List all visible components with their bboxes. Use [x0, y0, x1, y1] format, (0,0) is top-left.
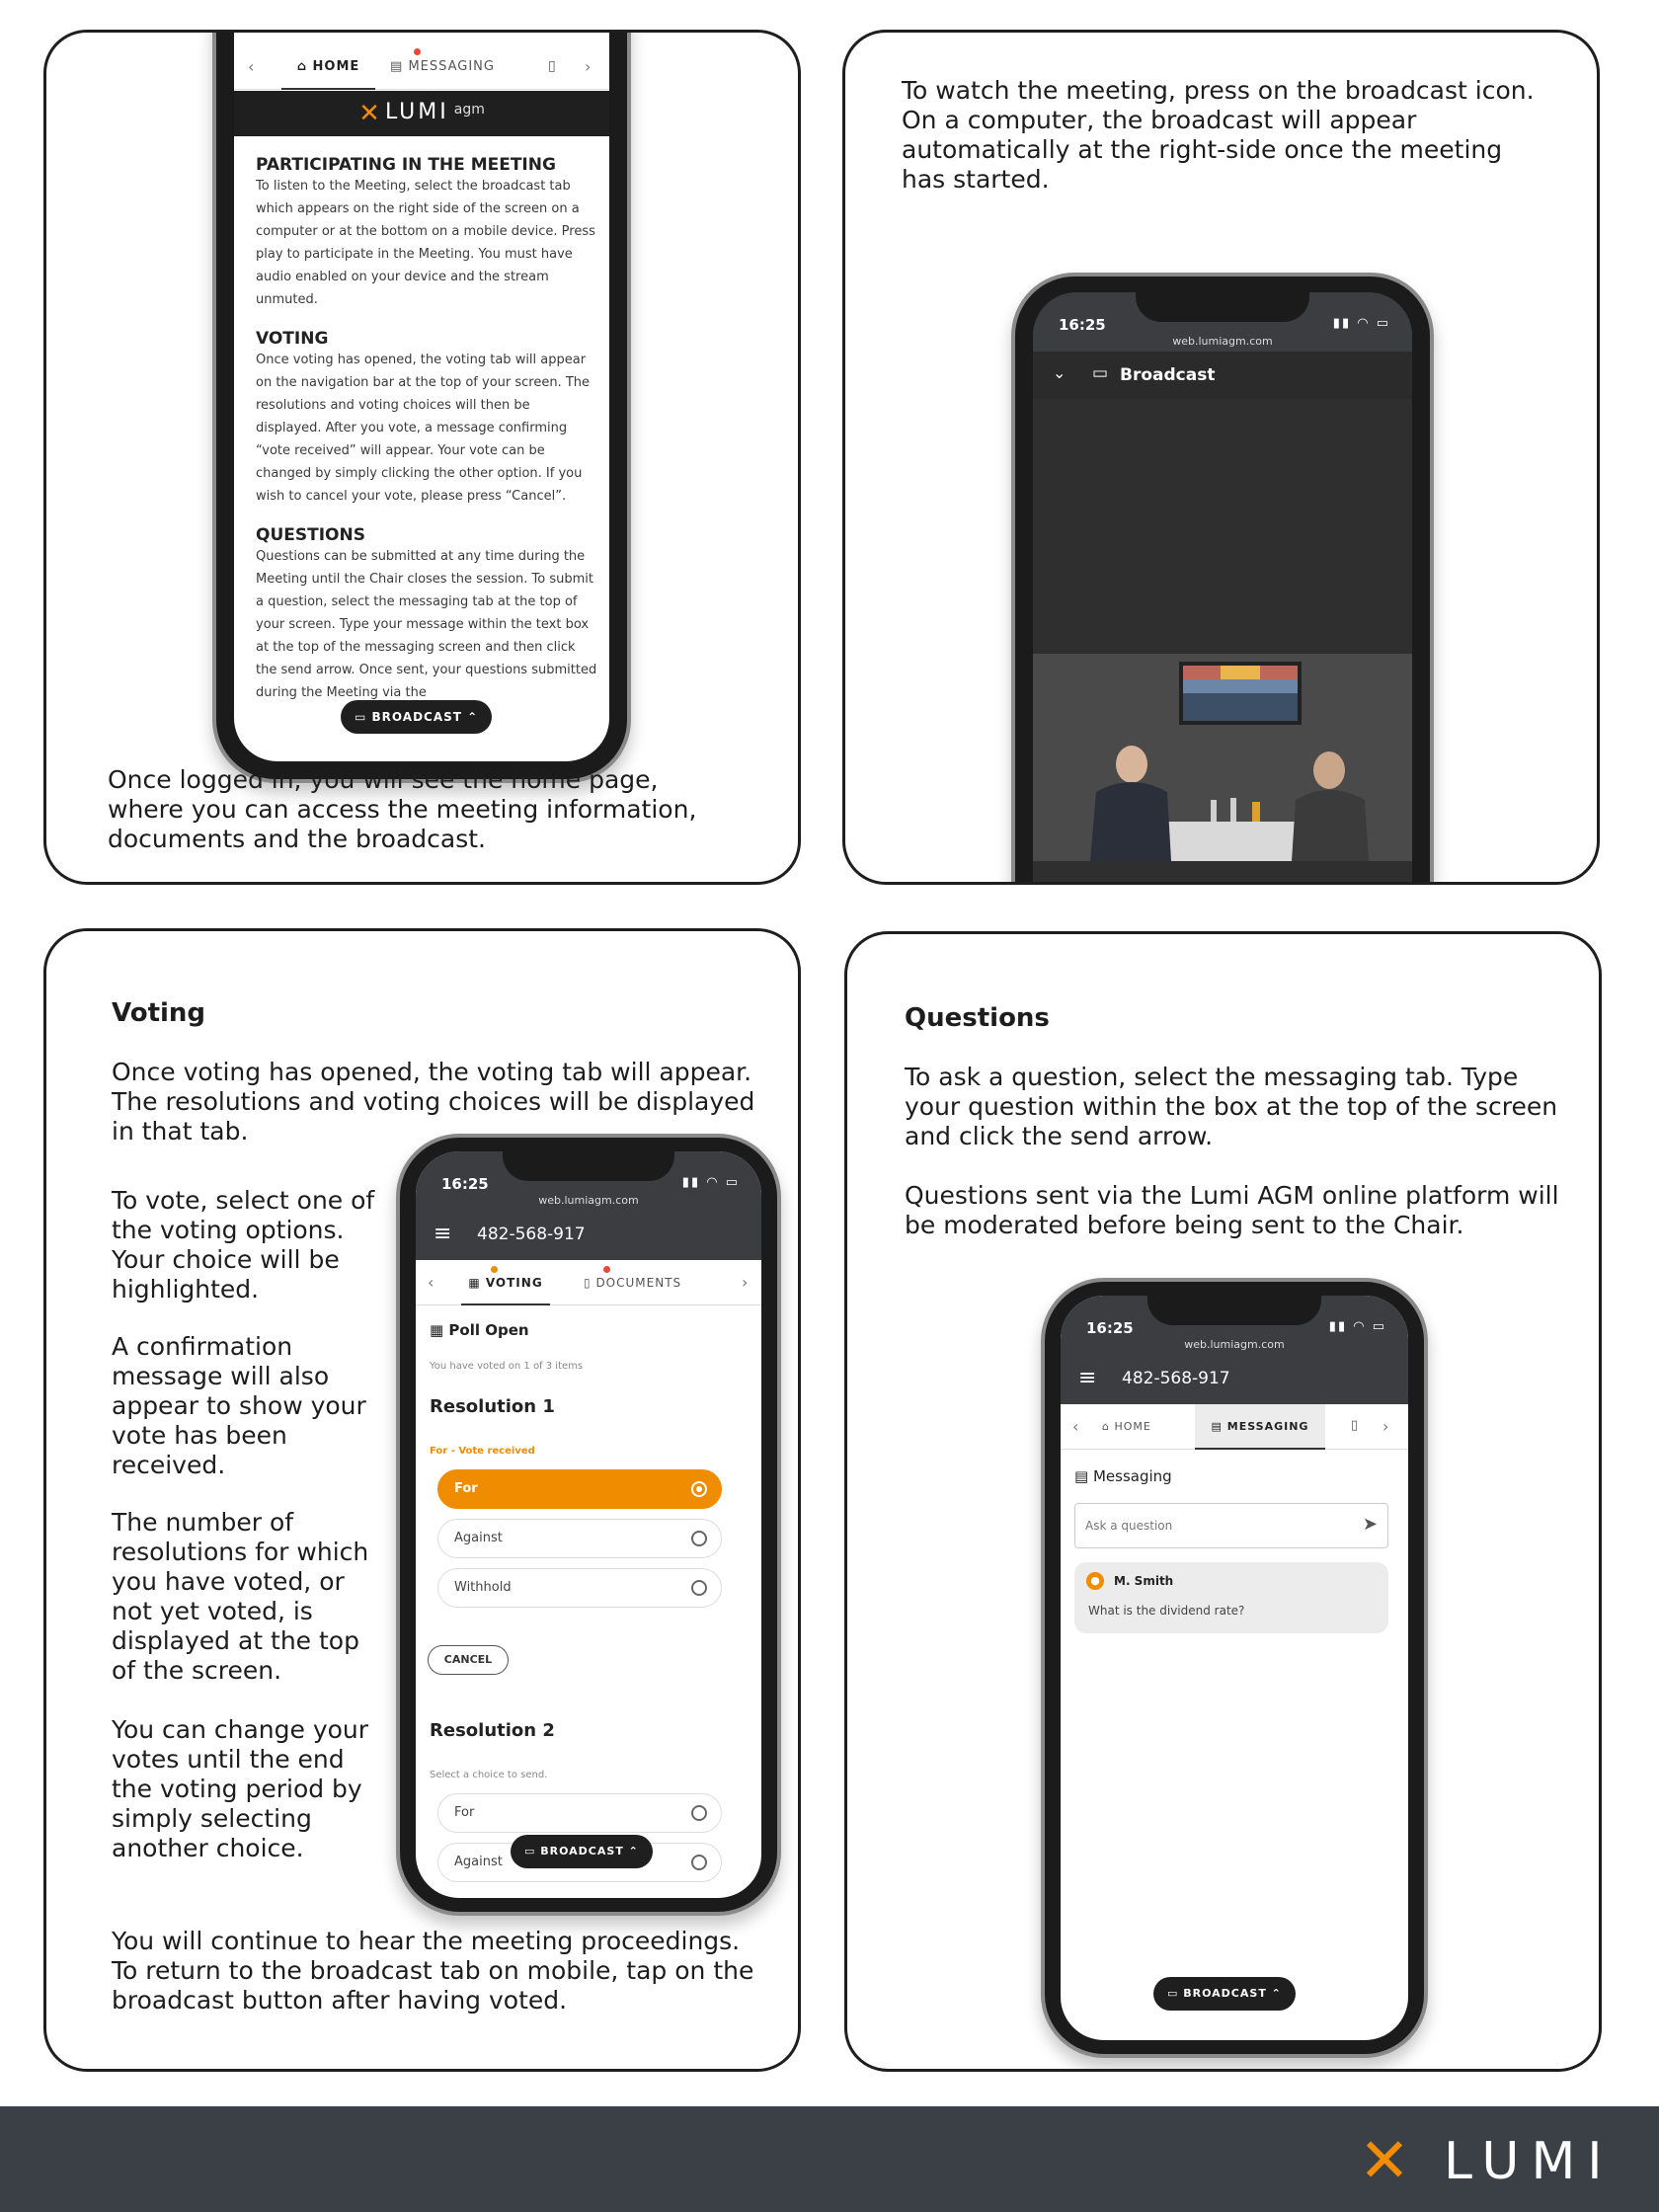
app-bar — [1061, 1355, 1408, 1404]
voting-para-4: You can change your votes until the end the voting period by simply selecting another choice. — [112, 1715, 369, 1862]
poll-title: Poll Open — [448, 1321, 529, 1339]
tab-documents-label: DOCUMENTS — [595, 1276, 682, 1290]
resolution-2-prompt: Select a choice to send. — [430, 1770, 548, 1780]
chevron-right-icon[interactable]: › — [742, 1273, 749, 1292]
message-card — [1074, 1562, 1388, 1633]
lumi-header — [234, 91, 609, 136]
url-bar: web.lumiagm.com — [1172, 335, 1273, 348]
voting-panel — [43, 928, 801, 2072]
footer-logo-text: LUMI — [1444, 2132, 1615, 2191]
messaging-title: Messaging — [1092, 1467, 1172, 1485]
radio-icon — [691, 1531, 707, 1546]
phone-notch — [1136, 292, 1309, 322]
notification-dot — [414, 48, 421, 55]
section-heading: QUESTIONS — [256, 525, 365, 545]
broadcast-panel — [842, 30, 1600, 885]
poll-header — [430, 1321, 529, 1339]
panel-caption: To watch the meeting, press on the broadcast icon. On a computer, the broadcast will appear automatically at the right-side once the meeting has started. — [902, 76, 1535, 194]
status-time: 16:25 — [441, 1175, 489, 1193]
voted-count: You have voted on 1 of 3 items — [430, 1361, 584, 1372]
phone-home — [212, 30, 631, 783]
poll-icon: ▦ — [468, 1276, 481, 1290]
meeting-id: 482-568-917 — [1122, 1369, 1230, 1388]
section-text: Once voting has opened, the voting tab will appear on the navigation bar at the top of your screen. The resolutions and voting choices will then be displayed. After you vote, a message confirming “vote received” will appear. Your vote can be changed by simply clicking the other option. If you wish to cancel your vote, please press “Cancel”. — [256, 353, 591, 504]
message-author: M. Smith — [1114, 1574, 1174, 1588]
panel-heading: Voting — [112, 998, 206, 1028]
section-text: To listen to the Meeting, select the broadcast tab which appears on the right side of the screen on a computer or at the bottom on a mobile device. Press play to participate in the Meeting. You must have audio enabled on your device and the stream unmuted. — [256, 179, 595, 307]
broadcast-label: BROADCAST — [540, 1845, 624, 1857]
voting-bottom-note: You will continue to hear the meeting proceedings. To return to the broadcast tab on mobile, tap on the broadcast button after having voted. — [112, 1927, 754, 2014]
voting-para-2: A confirmation message will also appear to show your vote has been received. — [112, 1332, 366, 1479]
nav-tabs — [416, 1260, 761, 1305]
lumi-x-icon: ✕ — [1359, 2124, 1410, 2196]
lumi-logo-text: LUMI — [384, 100, 449, 124]
status-time: 16:25 — [1086, 1319, 1134, 1337]
messaging-header — [1074, 1467, 1172, 1485]
broadcast-title: Broadcast — [1120, 365, 1216, 385]
chevron-left-icon[interactable]: ‹ — [1072, 1417, 1079, 1436]
panel-heading: Questions — [905, 1003, 1050, 1033]
chevron-left-icon[interactable]: ‹ — [428, 1273, 434, 1292]
tab-home-label: HOME — [312, 59, 360, 74]
home-content — [256, 137, 597, 704]
tab-messaging[interactable] — [390, 44, 495, 90]
radio-icon — [691, 1805, 707, 1821]
menu-icon[interactable]: ≡ — [1078, 1366, 1097, 1390]
option-label: Withhold — [454, 1580, 512, 1595]
status-icons: ▮▮ ◠ ▭ — [1332, 316, 1390, 331]
tab-voting-label: VOTING — [485, 1276, 543, 1290]
cast-icon: ▭ — [524, 1845, 536, 1857]
tab-messaging-label: MESSAGING — [408, 59, 495, 74]
cancel-button[interactable]: CANCEL — [428, 1645, 509, 1675]
chevron-right-icon[interactable]: › — [585, 57, 592, 76]
option-against[interactable] — [437, 1519, 722, 1558]
phone-screen — [416, 1151, 761, 1898]
radio-icon — [691, 1580, 707, 1596]
vote-received-status: For - Vote received — [430, 1446, 535, 1457]
broadcast-video[interactable] — [1033, 654, 1412, 861]
tab-messaging[interactable] — [1195, 1404, 1325, 1450]
option-for[interactable] — [437, 1469, 722, 1509]
radio-selected-icon — [691, 1481, 707, 1497]
messaging-icon: ▤ — [390, 59, 404, 74]
chevron-down-icon[interactable]: ⌄ — [1053, 363, 1066, 382]
url-bar: web.lumiagm.com — [1184, 1338, 1285, 1351]
notification-dot — [603, 1266, 610, 1273]
chevron-up-icon: ⌃ — [467, 710, 479, 724]
chevron-right-icon[interactable]: › — [1382, 1417, 1389, 1436]
notification-dot — [491, 1266, 498, 1273]
tab-home[interactable] — [281, 44, 375, 90]
option-for[interactable] — [437, 1793, 722, 1833]
tab-voting[interactable] — [461, 1260, 550, 1305]
voting-para-1: To vote, select one of the voting options. Your choice will be highlighted. — [112, 1186, 375, 1304]
broadcast-label: BROADCAST — [371, 710, 462, 724]
home-page-panel — [43, 30, 801, 885]
send-icon[interactable]: ➤ — [1362, 1514, 1378, 1535]
url-bar: web.lumiagm.com — [538, 1194, 639, 1207]
section-heading: VOTING — [256, 329, 329, 349]
message-text: What is the dividend rate? — [1088, 1604, 1245, 1618]
cast-icon: ▭ — [1167, 1987, 1179, 2000]
tab-messaging-label: MESSAGING — [1226, 1420, 1309, 1433]
nav-tabs — [234, 44, 609, 90]
tab-home[interactable] — [1102, 1404, 1151, 1450]
resolution-1-title: Resolution 1 — [430, 1396, 555, 1417]
document-icon: ▯ — [584, 1276, 592, 1290]
tab-documents[interactable] — [584, 1260, 681, 1305]
broadcast-button[interactable] — [511, 1835, 653, 1868]
chevron-up-icon: ⌃ — [628, 1845, 639, 1857]
chevron-up-icon: ⌃ — [1271, 1987, 1282, 2000]
questions-panel — [844, 931, 1602, 2072]
footer-bar — [0, 2106, 1659, 2212]
question-input[interactable] — [1074, 1503, 1388, 1548]
cast-icon: ▭ — [1092, 363, 1109, 383]
meeting-id: 482-568-917 — [477, 1224, 586, 1244]
nav-tabs — [1061, 1404, 1408, 1450]
option-label: For — [454, 1805, 475, 1820]
phone-notch — [1147, 1296, 1321, 1325]
messaging-icon: ▤ — [1074, 1467, 1089, 1485]
phone-broadcast — [1011, 273, 1434, 885]
broadcast-button[interactable] — [341, 700, 492, 734]
document-icon[interactable]: ▯ — [548, 58, 556, 74]
phone-screen — [1061, 1296, 1408, 2040]
app-bar — [416, 1211, 761, 1260]
option-withhold[interactable] — [437, 1568, 722, 1608]
phone-questions — [1041, 1278, 1428, 2058]
document-icon[interactable]: ▯ — [1351, 1418, 1359, 1433]
chevron-left-icon[interactable]: ‹ — [248, 57, 255, 76]
broadcast-button[interactable] — [1153, 1977, 1296, 2011]
questions-para-1: To ask a question, select the messaging tab. Type your question within the box at the top of the screen and click the send arrow. — [905, 1063, 1558, 1150]
option-label: Against — [454, 1855, 503, 1869]
phone-notch — [503, 1151, 674, 1181]
radio-icon — [691, 1855, 707, 1870]
section-heading: PARTICIPATING IN THE MEETING — [256, 155, 556, 175]
phone-voting — [396, 1134, 781, 1916]
voting-para-3: The number of resolutions for which you have voted, or not yet voted, is displayed at the top of the screen. — [112, 1508, 369, 1685]
voting-intro: Once voting has opened, the voting tab will appear. The resolutions and voting choices will be displayed in that tab. — [112, 1058, 755, 1146]
option-label: For — [454, 1481, 478, 1496]
phone-screen — [234, 30, 609, 761]
cast-icon: ▭ — [355, 710, 367, 724]
broadcast-label: BROADCAST — [1183, 1987, 1267, 2000]
resolution-2-title: Resolution 2 — [430, 1720, 555, 1741]
status-icons: ▮▮ ◠ ▭ — [1328, 1319, 1386, 1334]
meeting-room-video-frame — [1033, 654, 1412, 861]
poll-icon: ▦ — [430, 1321, 444, 1339]
phone-screen — [1033, 292, 1412, 885]
home-icon: ⌂ — [296, 59, 308, 74]
questions-para-2: Questions sent via the Lumi AGM online platform will be moderated before being sent to the Chair. — [905, 1181, 1559, 1239]
home-icon: ⌂ — [1102, 1420, 1110, 1433]
lumi-logo-sub: agm — [453, 102, 485, 118]
status-icons: ▮▮ ◠ ▭ — [681, 1175, 740, 1190]
user-icon: ● — [1086, 1572, 1104, 1590]
menu-icon[interactable]: ≡ — [434, 1222, 452, 1246]
option-label: Against — [454, 1531, 503, 1545]
status-time: 16:25 — [1059, 316, 1106, 334]
section-text: Questions can be submitted at any time during the Meeting until the Chair closes the session. To submit a question, select the messaging tab at the top of your screen. Type your message within the text box at the top of the messaging screen and then click the send arrow. Once sent, your questions submitted during the Meeting via the — [256, 549, 597, 700]
panel-caption: Once logged in, you will see the home page, where you can access the meeting information, documents and the broadcast. — [108, 765, 697, 853]
lumi-x-icon: ✕ — [358, 99, 380, 128]
messaging-icon: ▤ — [1211, 1420, 1223, 1433]
question-input-placeholder: Ask a question — [1085, 1519, 1173, 1533]
tab-home-label: HOME — [1114, 1420, 1151, 1433]
broadcast-header — [1033, 352, 1412, 399]
